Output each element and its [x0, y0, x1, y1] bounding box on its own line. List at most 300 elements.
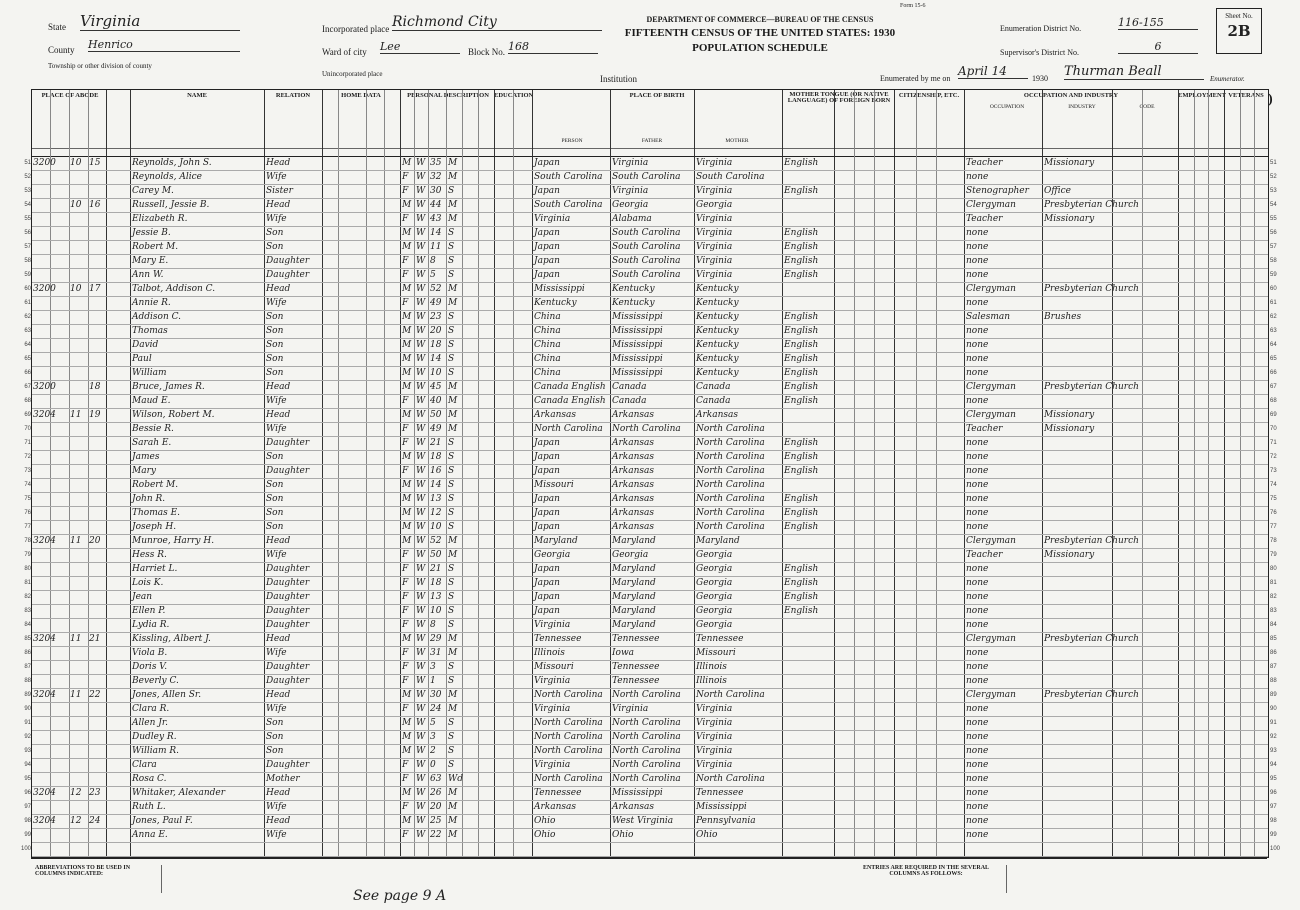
line-number-left: 68 [24, 398, 31, 404]
age: 3 [430, 662, 436, 672]
table-row [24, 394, 1277, 409]
birthplace-father: North Carolina [612, 774, 681, 784]
abbreviations-title: ABBREVIATIONS TO BE USED IN COLUMNS INDICATED: [35, 865, 131, 877]
table-row [24, 324, 1277, 339]
incorporated-place-label: Incorporated place [322, 24, 390, 34]
marital-status: M [448, 634, 458, 644]
birthplace-father: Mississippi [612, 354, 663, 364]
marital-status: M [448, 410, 458, 420]
race: W [416, 186, 426, 196]
line-number-left: 67 [24, 384, 31, 390]
birthplace-person: Ohio [534, 816, 556, 826]
person-name: Allen Jr. [132, 718, 169, 728]
table-row [24, 730, 1277, 745]
sex: M [402, 788, 412, 798]
mother-tongue: English [784, 270, 819, 280]
marital-status: M [448, 830, 458, 840]
family-number: 24 [89, 816, 101, 826]
line-number-right: 79 [1270, 552, 1277, 558]
marital-status: M [448, 536, 458, 546]
mother-tongue: English [784, 382, 819, 392]
relation: Wife [266, 214, 287, 224]
mother-tongue: English [784, 186, 819, 196]
industry: Brushes [1044, 312, 1082, 322]
sex: F [402, 564, 409, 574]
family-number: 15 [89, 158, 101, 168]
line-number-right: 68 [1270, 398, 1277, 404]
line-number-left: 90 [24, 706, 31, 712]
dwelling-number: 11 [70, 410, 82, 420]
age: 20 [430, 802, 442, 812]
line-number-left: 63 [24, 328, 31, 334]
marital-status: S [448, 606, 455, 616]
marital-status: S [448, 760, 455, 770]
dwelling-number: 11 [70, 690, 82, 700]
marital-status: S [448, 270, 455, 280]
age: 29 [430, 634, 442, 644]
table-row [24, 828, 1277, 843]
unincorporated-label: Unincorporated place [322, 70, 383, 78]
sex: F [402, 592, 409, 602]
marital-status: S [448, 368, 455, 378]
table-row [24, 688, 1277, 703]
group-place-of-birth: PLACE OF BIRTH [629, 92, 685, 99]
industry: Presbyterian Church [1044, 634, 1139, 644]
table-row [24, 282, 1277, 297]
relation: Head [266, 536, 291, 546]
mother-tongue: English [784, 466, 819, 476]
line-number-right: 83 [1270, 608, 1277, 614]
age: 50 [430, 550, 442, 560]
birthplace-mother: Virginia [696, 732, 733, 742]
birthplace-mother: Virginia [696, 746, 733, 756]
dwelling-number: 10 [70, 200, 82, 210]
industry: Presbyterian Church [1044, 382, 1139, 392]
occupation: none [966, 242, 989, 252]
line-number-left: 53 [24, 188, 31, 194]
line-number-left: 96 [24, 790, 31, 796]
sex: M [402, 816, 412, 826]
birthplace-person: China [534, 312, 561, 322]
line-number-right: 87 [1270, 664, 1277, 670]
occupation: none [966, 704, 989, 714]
table-row [24, 618, 1277, 633]
birthplace-mother: Georgia [696, 592, 733, 602]
race: W [416, 158, 426, 168]
marital-status: M [448, 550, 458, 560]
family-number: 16 [89, 200, 101, 210]
ward-value: Lee [380, 40, 460, 54]
occupation: none [966, 676, 989, 686]
sex: M [402, 634, 412, 644]
line-number-right: 81 [1270, 580, 1277, 586]
marital-status: S [448, 480, 455, 490]
occupation: Teacher [966, 214, 1003, 224]
table-row [24, 380, 1277, 395]
relation: Daughter [266, 592, 310, 602]
sex: M [402, 368, 412, 378]
mother-tongue: English [784, 340, 819, 350]
race: W [416, 550, 426, 560]
sheet-value: 2B [1227, 22, 1251, 40]
marital-status: S [448, 578, 455, 588]
col-head-father: FATHER [641, 138, 663, 144]
dwelling-number: 12 [70, 788, 82, 798]
line-number-left: 70 [24, 426, 31, 432]
birthplace-person: Japan [534, 466, 560, 476]
birthplace-father: Arkansas [612, 508, 655, 518]
sex: M [402, 326, 412, 336]
mother-tongue: English [784, 242, 819, 252]
line-number-left: 99 [24, 832, 31, 838]
birthplace-mother: Georgia [696, 200, 733, 210]
relation: Son [266, 732, 284, 742]
birthplace-person: Arkansas [534, 802, 577, 812]
enumerator-label: Enumerator. [1210, 75, 1245, 83]
incorporated-place-value: Richmond City [392, 14, 602, 31]
industry: Missionary [1044, 214, 1095, 224]
line-number-right: 76 [1270, 510, 1277, 516]
sex: M [402, 746, 412, 756]
birthplace-person: Missouri [534, 662, 574, 672]
birthplace-mother: Kentucky [696, 284, 739, 294]
marital-status: M [448, 284, 458, 294]
relation: Mother [266, 774, 300, 784]
birthplace-person: Japan [534, 186, 560, 196]
relation: Daughter [266, 662, 310, 672]
group-place-of-abode: PLACE OF ABODE [41, 92, 99, 99]
dwelling-number: 11 [70, 634, 82, 644]
entries-table [1006, 865, 1262, 893]
birthplace-person: Japan [534, 270, 560, 280]
relation: Daughter [266, 270, 310, 280]
birthplace-father: Mississippi [612, 326, 663, 336]
mother-tongue: English [784, 396, 819, 406]
line-number-right: 56 [1270, 230, 1277, 236]
birthplace-father: Arkansas [612, 410, 655, 420]
birthplace-father: Arkansas [612, 522, 655, 532]
occupation: Stenographer [966, 186, 1029, 196]
birthplace-person: Virginia [534, 760, 571, 770]
race: W [416, 438, 426, 448]
birthplace-father: South Carolina [612, 172, 681, 182]
mother-tongue: English [784, 326, 819, 336]
birthplace-father: Maryland [612, 620, 656, 630]
table-row [24, 422, 1277, 437]
table-row [24, 226, 1277, 241]
marital-status: M [448, 648, 458, 658]
person-name: Munroe, Harry H. [132, 536, 215, 546]
sex: F [402, 648, 409, 658]
birthplace-mother: Kentucky [696, 312, 739, 322]
marital-status: S [448, 228, 455, 238]
birthplace-mother: Virginia [696, 228, 733, 238]
age: 5 [430, 270, 436, 280]
group-veterans: VETERANS [1228, 92, 1264, 99]
line-number-left: 51 [24, 160, 31, 166]
birthplace-mother: Virginia [696, 760, 733, 770]
group-home-data: HOME DATA [341, 92, 381, 99]
dwelling-number: 10 [70, 158, 82, 168]
line-number-right: 97 [1270, 804, 1277, 810]
marital-status: S [448, 620, 455, 630]
marital-status: S [448, 746, 455, 756]
sex: M [402, 536, 412, 546]
enumerated-label: Enumerated by me on [880, 74, 951, 83]
sex: F [402, 214, 409, 224]
table-row [24, 184, 1277, 199]
race: W [416, 508, 426, 518]
relation: Wife [266, 802, 287, 812]
birthplace-person: Japan [534, 158, 560, 168]
age: 20 [430, 326, 442, 336]
person-name: Bruce, James R. [132, 382, 205, 392]
race: W [416, 536, 426, 546]
race: W [416, 620, 426, 630]
mother-tongue: English [784, 228, 819, 238]
line-number-right: 96 [1270, 790, 1277, 796]
age: 52 [430, 536, 442, 546]
line-number-right: 62 [1270, 314, 1277, 320]
person-name: Robert M. [132, 480, 179, 490]
relation: Daughter [266, 760, 310, 770]
race: W [416, 480, 426, 490]
birthplace-mother: Georgia [696, 606, 733, 616]
marital-status: S [448, 354, 455, 364]
table-row [24, 632, 1277, 647]
table-row [24, 674, 1277, 689]
marital-status: S [448, 676, 455, 686]
relation: Wife [266, 424, 287, 434]
relation: Wife [266, 648, 287, 658]
birthplace-mother: Georgia [696, 578, 733, 588]
relation: Wife [266, 704, 287, 714]
person-name: Hess R. [132, 550, 167, 560]
sex: M [402, 158, 412, 168]
birthplace-father: Arkansas [612, 452, 655, 462]
age: 12 [430, 508, 442, 518]
relation: Daughter [266, 620, 310, 630]
line-number-right: 100 [1270, 846, 1281, 852]
table-row [24, 534, 1277, 549]
marital-status: M [448, 382, 458, 392]
census-rows [20, 156, 1281, 857]
occupation: none [966, 340, 989, 350]
township-label: Township or other division of county [48, 62, 152, 70]
birthplace-person: North Carolina [534, 690, 603, 700]
mother-tongue: English [784, 354, 819, 364]
race: W [416, 564, 426, 574]
marital-status: S [448, 592, 455, 602]
birthplace-mother: North Carolina [696, 690, 765, 700]
table-row [24, 310, 1277, 325]
occupation: none [966, 466, 989, 476]
age: 10 [430, 522, 442, 532]
birthplace-father: Arkansas [612, 466, 655, 476]
table-row [24, 408, 1277, 423]
birthplace-person: China [534, 368, 561, 378]
birthplace-person: Mississippi [534, 284, 585, 294]
marital-status: M [448, 214, 458, 224]
person-name: Talbot, Addison C. [132, 284, 216, 294]
sex: F [402, 620, 409, 630]
birthplace-mother: Maryland [696, 536, 740, 546]
mother-tongue: English [784, 564, 819, 574]
line-number-left: 87 [24, 664, 31, 670]
col-head-mother: MOTHER [725, 138, 749, 144]
table-row [24, 156, 1277, 171]
birthplace-person: Japan [534, 578, 560, 588]
sex: F [402, 298, 409, 308]
birthplace-mother: Canada [696, 396, 731, 406]
line-number-left: 77 [24, 524, 31, 530]
table-row [24, 352, 1277, 367]
line-number-right: 95 [1270, 776, 1277, 782]
table-row [24, 450, 1277, 465]
state-value: Virginia [80, 12, 240, 31]
group-name: NAME [187, 92, 207, 99]
line-number-left: 54 [24, 202, 31, 208]
birthplace-mother: Tennessee [696, 788, 744, 798]
birthplace-father: Kentucky [612, 298, 655, 308]
house-number: 3200 [33, 382, 56, 392]
house-number: 3204 [33, 690, 56, 700]
race: W [416, 746, 426, 756]
birthplace-father: Tennessee [612, 676, 660, 686]
sex: F [402, 830, 409, 840]
relation: Son [266, 746, 284, 756]
occupation: Teacher [966, 424, 1003, 434]
line-number-left: 69 [24, 412, 31, 418]
birthplace-mother: North Carolina [696, 424, 765, 434]
state-label: State [48, 22, 66, 32]
table-row [24, 338, 1277, 353]
relation: Son [266, 340, 284, 350]
age: 14 [430, 354, 442, 364]
birthplace-father: North Carolina [612, 732, 681, 742]
occupation: none [966, 172, 989, 182]
table-row [24, 660, 1277, 675]
line-number-left: 84 [24, 622, 31, 628]
line-number-right: 53 [1270, 188, 1277, 194]
relation: Wife [266, 298, 287, 308]
family-number: 22 [89, 690, 101, 700]
race: W [416, 340, 426, 350]
person-name: Beverly C. [132, 676, 179, 686]
person-name: Harriet L. [132, 564, 178, 574]
birthplace-mother: North Carolina [696, 466, 765, 476]
birthplace-mother: Pennsylvania [696, 816, 756, 826]
line-number-right: 51 [1270, 160, 1277, 166]
line-number-left: 79 [24, 552, 31, 558]
mother-tongue: English [784, 578, 819, 588]
marital-status: M [448, 816, 458, 826]
mother-tongue: English [784, 522, 819, 532]
line-number-right: 82 [1270, 594, 1277, 600]
table-row [24, 212, 1277, 227]
race: W [416, 242, 426, 252]
sex: M [402, 200, 412, 210]
birthplace-person: Japan [534, 452, 560, 462]
sex: F [402, 760, 409, 770]
line-number-right: 65 [1270, 356, 1277, 362]
line-number-left: 62 [24, 314, 31, 320]
dwelling-number: 11 [70, 536, 82, 546]
birthplace-person: Canada English [534, 382, 606, 392]
ward-label: Ward of city [322, 47, 367, 57]
line-number-right: 71 [1270, 440, 1277, 446]
age: 21 [430, 564, 442, 574]
birthplace-father: Maryland [612, 536, 656, 546]
relation: Son [266, 452, 284, 462]
dwelling-number: 12 [70, 816, 82, 826]
marital-status: S [448, 466, 455, 476]
birthplace-mother: North Carolina [696, 452, 765, 462]
group-relation: RELATION [275, 92, 311, 99]
birthplace-person: China [534, 354, 561, 364]
relation: Son [266, 508, 284, 518]
marital-status: S [448, 186, 455, 196]
sex: M [402, 690, 412, 700]
occupation: none [966, 368, 989, 378]
industry: Office [1044, 186, 1071, 196]
birthplace-person: Japan [534, 592, 560, 602]
relation: Wife [266, 172, 287, 182]
table-row [24, 548, 1277, 563]
person-name: David [132, 340, 159, 350]
age: 43 [430, 214, 442, 224]
relation: Head [266, 410, 291, 420]
birthplace-father: Iowa [612, 648, 635, 658]
family-number: 18 [89, 382, 101, 392]
line-number-right: 88 [1270, 678, 1277, 684]
relation: Son [266, 326, 284, 336]
birthplace-person: Georgia [534, 550, 571, 560]
line-number-left: 56 [24, 230, 31, 236]
race: W [416, 256, 426, 266]
birthplace-mother: North Carolina [696, 494, 765, 504]
race: W [416, 802, 426, 812]
family-number: 17 [89, 284, 101, 294]
line-number-left: 52 [24, 174, 31, 180]
person-name: Joseph H. [132, 522, 177, 532]
table-row [24, 492, 1277, 507]
birthplace-father: Arkansas [612, 480, 655, 490]
group-employment: EMPLOYMENT [1178, 92, 1227, 99]
group-education: EDUCATION [494, 92, 534, 99]
column-header-band [32, 90, 1268, 157]
birthplace-person: South Carolina [534, 200, 603, 210]
race: W [416, 830, 426, 840]
marital-status: M [448, 802, 458, 812]
col-head-code: CODE [1139, 104, 1155, 110]
occupation: none [966, 522, 989, 532]
sheet-box [1216, 8, 1262, 54]
age: 11 [430, 242, 442, 252]
mother-tongue: English [784, 508, 819, 518]
person-name: Ruth L. [132, 802, 166, 812]
birthplace-mother: Illinois [696, 662, 727, 672]
age: 49 [430, 298, 442, 308]
table-row [20, 842, 1281, 857]
age: 18 [430, 578, 442, 588]
occupation: none [966, 760, 989, 770]
marital-status: M [448, 200, 458, 210]
occupation: none [966, 620, 989, 630]
abbreviations-table [161, 865, 852, 893]
relation: Son [266, 718, 284, 728]
institution-label: Institution [600, 74, 638, 84]
